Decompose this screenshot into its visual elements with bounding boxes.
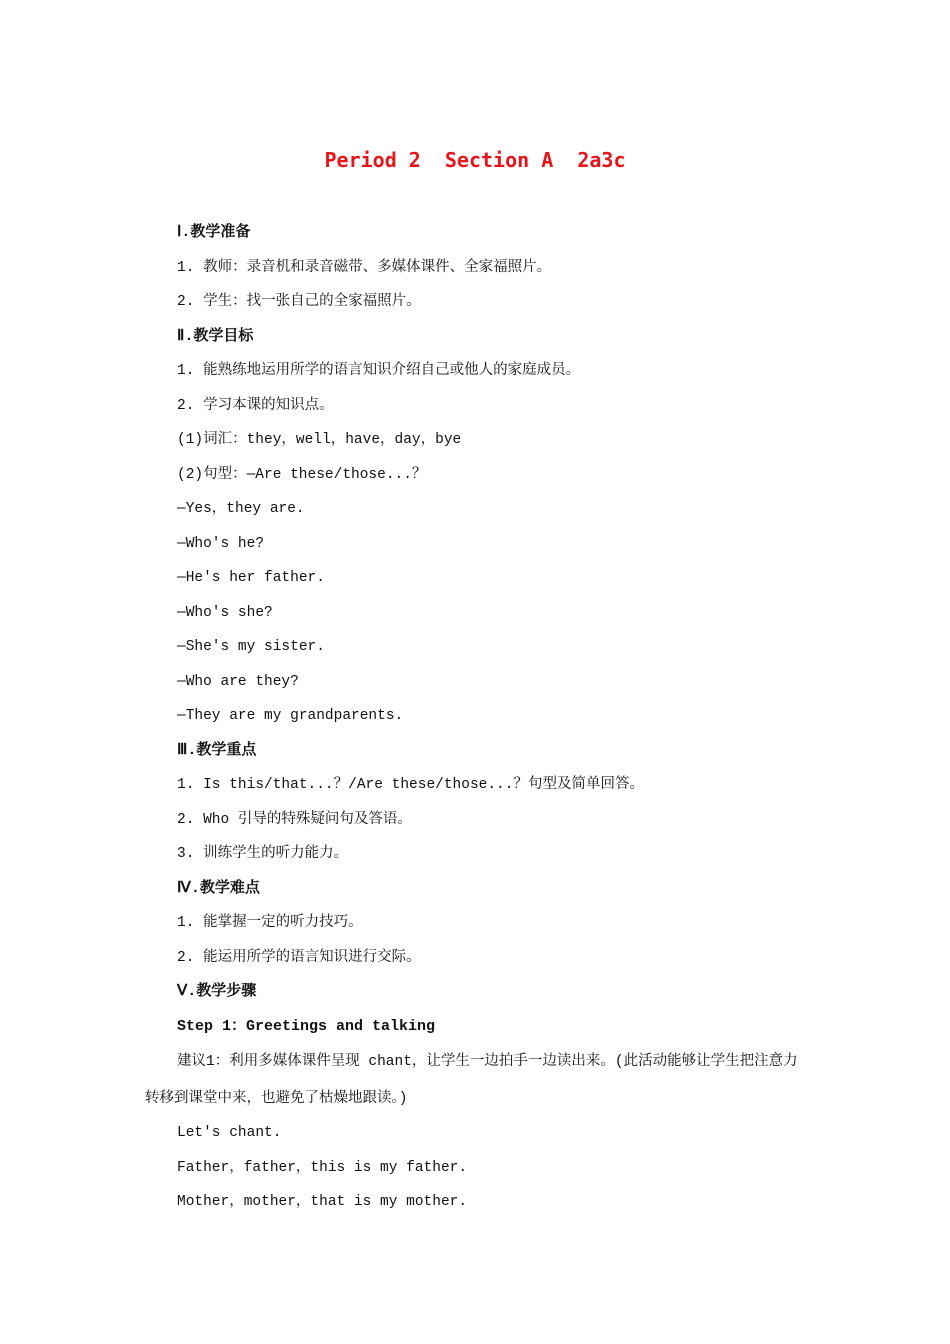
text-line: 1. Is this/that...？/Are these/those...？句型及简单回答。 — [177, 777, 644, 793]
text-line: (1)词汇：they，well，have，day，bye — [177, 432, 462, 448]
suggestion-paragraph: 建议1：利用多媒体课件呈现 chant，让学生一边拍手一边读出来。(此活动能够让学生把注意力转移到课堂中来，也避免了枯燥地跟读。) — [145, 1054, 798, 1107]
text-line: 1. 能熟练地运用所学的语言知识介绍自己或他人的家庭成员。 — [177, 363, 581, 379]
text-line: 1. 教师：录音机和录音磁带、多媒体课件、全家福照片。 — [177, 259, 552, 276]
text-line: —He's her father. — [177, 570, 325, 586]
text-line: 2. Who 引导的特殊疑问句及答语。 — [177, 811, 412, 828]
section-heading: Ⅳ.教学难点 — [177, 879, 260, 897]
text-line: 2. 学习本课的知识点。 — [177, 397, 334, 414]
section-heading: Step 1：Greetings and talking — [177, 1017, 436, 1035]
chant-line: Mother，mother，that is my mother. — [177, 1194, 468, 1210]
chant-line: Father，father，this is my father. — [177, 1159, 468, 1176]
text-line: 2. 学生：找一张自己的全家福照片。 — [177, 294, 421, 310]
text-line: —Yes，they are. — [177, 501, 305, 517]
text-line: —Who's she? — [177, 604, 273, 621]
document-body — [145, 216, 810, 1220]
document-title: Period 2 Section A 2a3c — [324, 148, 626, 172]
section-heading: Ⅰ.教学准备 — [177, 224, 251, 241]
text-line: 2. 能运用所学的语言知识进行交际。 — [177, 949, 421, 966]
text-line: —She's my sister. — [177, 639, 325, 655]
text-line: 1. 能掌握一定的听力技巧。 — [177, 915, 363, 931]
text-line: —Who's he? — [177, 535, 265, 552]
text-line: 3. 训练学生的听力能力。 — [177, 846, 349, 862]
section-heading: Ⅱ.教学目标 — [177, 327, 254, 345]
text-line: (2)句型：—Are these/those...？ — [177, 466, 427, 483]
text-line: —Who are they? — [177, 673, 299, 690]
section-heading: Ⅴ.教学步骤 — [177, 983, 257, 1000]
chant-line: Let's chant. — [177, 1125, 282, 1141]
section-heading: Ⅲ.教学重点 — [177, 741, 257, 759]
text-line: —They are my grandparents. — [177, 708, 404, 724]
